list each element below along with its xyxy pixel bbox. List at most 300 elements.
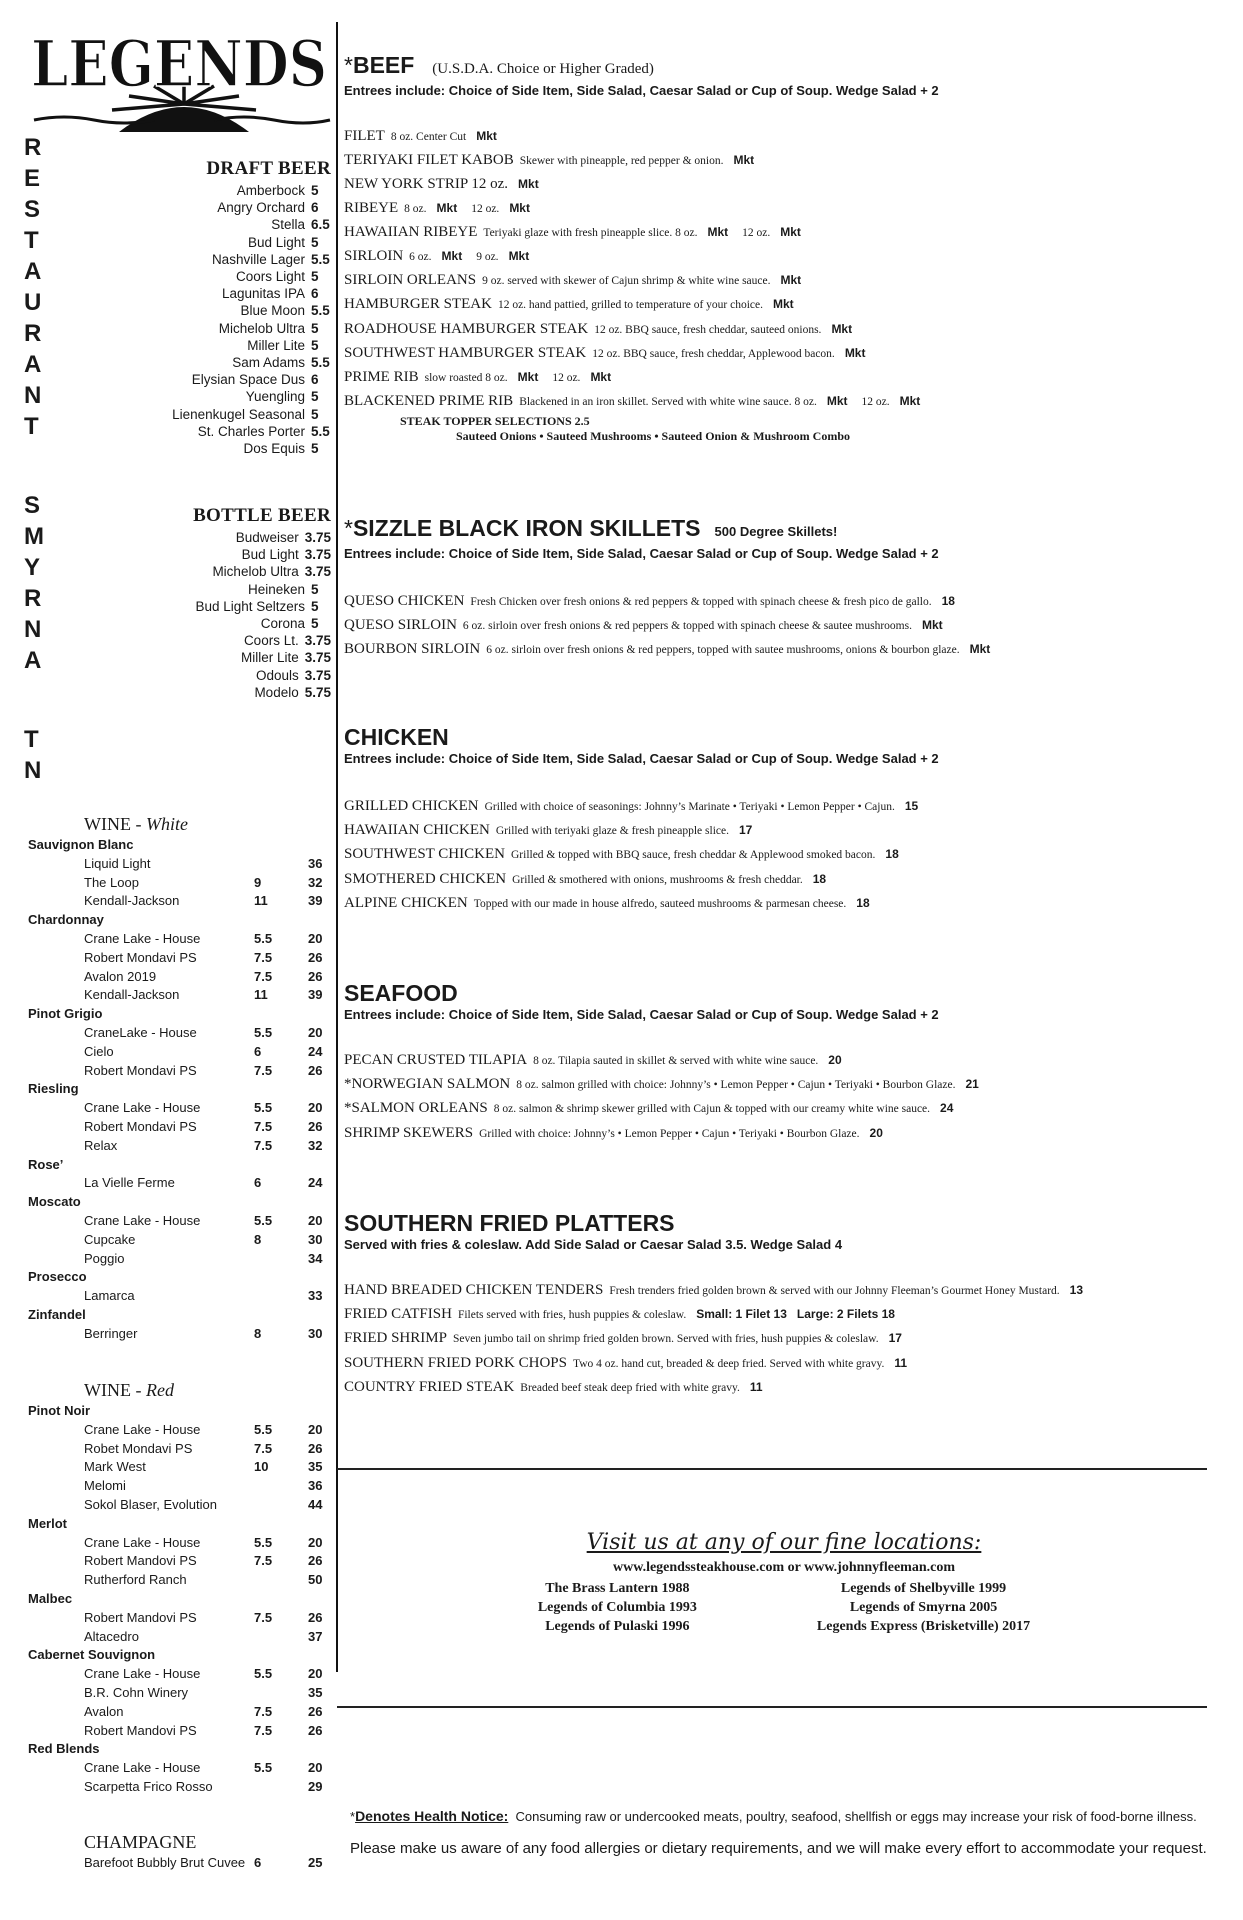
red-wine-heading: WINE - Red: [84, 1380, 174, 1400]
menu-item-name: GRILLED CHICKEN: [344, 798, 479, 814]
wine-name: Robert Mondavi PS: [84, 1062, 197, 1078]
location-item: The Brass Lantern 1988: [545, 1581, 690, 1596]
wine-item: [28, 1212, 328, 1231]
menu-item-desc: Breaded beef steak deep fried with white gravy.: [520, 1381, 740, 1394]
menu-item-price: Mkt: [441, 249, 463, 264]
menu-item-desc: 12 oz. BBQ sauce, fresh cheddar, Applewood bacon.: [592, 347, 835, 360]
seafood-section: [344, 980, 1224, 1146]
menu-item-price: 20: [869, 1125, 883, 1140]
menu-item-desc: 8 oz.: [404, 202, 427, 215]
wine-item: [28, 1440, 328, 1459]
menu-item: [344, 868, 1224, 892]
wine-name: La Vielle Ferme: [84, 1175, 175, 1191]
white-wine-list: [28, 812, 328, 1344]
bottle-price: 20: [308, 1421, 323, 1437]
bottle-price: 26: [308, 1722, 323, 1738]
glass-price: 8: [254, 1325, 262, 1341]
logo-wordmark: LEGENDS: [31, 27, 327, 102]
beer-price: 5: [311, 183, 319, 198]
glass-price: 7.5: [254, 1118, 273, 1134]
section-includes: Entrees include: Choice of Side Item, Side Salad, Caesar Salad or Cup of Soup. Wedge Salad + 2: [344, 1007, 939, 1022]
beer-price: 3.75: [304, 547, 331, 563]
menu-item-name: NEW YORK STRIP 12 oz.: [344, 176, 509, 193]
menu-item: [344, 197, 1224, 221]
wine-category: Sauvignon Blanc: [28, 837, 134, 852]
chicken-section: [344, 724, 1224, 916]
wine-name: Robert Mandovi PS: [84, 1553, 197, 1569]
wine-category: Pinot Grigio: [28, 1006, 103, 1022]
glass-price: 11: [254, 893, 268, 909]
wine-category: Rose’: [28, 1156, 64, 1172]
beer-name: Elysian Space Dus: [191, 372, 305, 388]
wine-name: Altacedro: [84, 1628, 139, 1644]
menu-item-price: 18: [941, 594, 955, 608]
beer-price: 5.5: [311, 303, 330, 319]
beer-price: 5: [311, 337, 319, 353]
menu-item: [344, 590, 1224, 614]
beer-price: 6: [311, 372, 319, 388]
wine-item: [28, 930, 328, 949]
bottle-price: 26: [308, 1553, 323, 1569]
beer-price: 5: [311, 616, 319, 632]
beer-name: Lienenkugel Seasonal: [172, 406, 305, 422]
bottle-price: 34: [308, 1250, 323, 1266]
wine-item: [28, 1703, 328, 1722]
beer-price: 5.5: [311, 355, 330, 371]
glass-price: 7.5: [254, 1137, 273, 1153]
beer-name: Amberbock: [236, 183, 305, 198]
menu-item-price: Mkt: [899, 394, 921, 409]
wine-category: Pinot Noir: [28, 1403, 91, 1418]
bottle-price: 36: [308, 1478, 323, 1494]
beer-price: 3.75: [304, 650, 331, 666]
bottle-price: 39: [308, 987, 323, 1003]
beer-item: [172, 388, 331, 405]
menu-item: [344, 843, 1224, 867]
menu-item: [344, 892, 1224, 916]
section-title: SOUTHERN FRIED PLATTERS: [344, 1210, 675, 1236]
menu-item: [344, 390, 1224, 414]
draft-beer-list: [172, 158, 331, 457]
wine-name: Robert Mondavi PS: [84, 949, 197, 965]
menu-item-desc: Skewer with pineapple, red pepper & onion.: [519, 155, 724, 168]
menu-item-name: TERIYAKI FILET KABOB: [344, 152, 514, 169]
bottle-price: 20: [308, 1212, 323, 1228]
menu-item: [344, 173, 1224, 196]
wine-name: Cupcake: [84, 1231, 136, 1247]
glass-price: 9: [254, 874, 262, 890]
wine-item: [28, 1458, 328, 1477]
beer-price: 6: [311, 286, 319, 302]
menu-item-price: 17: [739, 823, 753, 838]
section-includes: Entrees include: Choice of Side Item, Side Salad, Caesar Salad or Cup of Soup. Wedge Salad + 2: [344, 751, 939, 766]
wine-category: Red Blends: [28, 1741, 100, 1757]
champagne-list: [28, 1830, 328, 1873]
menu-item-name: HAWAIIAN RIBEYE: [344, 223, 478, 240]
glass-price: 7.5: [254, 1062, 273, 1078]
white-wine-heading: WINE - White: [84, 814, 188, 834]
menu-item-desc: Fresh Chicken over fresh onions & red peppers & topped with spinach cheese & fresh pico de gallo.: [470, 596, 932, 608]
vertical-divider: [336, 22, 338, 1672]
menu-item-desc: Grilled with teriyaki glaze & fresh pineapple slice.: [495, 825, 729, 838]
health-notice-label: Denotes Health Notice:: [355, 1808, 509, 1824]
menu-item-desc: slow roasted 8 oz.: [424, 372, 508, 385]
bottle-price: 50: [308, 1572, 323, 1588]
beer-item: [172, 251, 331, 268]
menu-item-desc: Grilled with choice: Johnny’s • Lemon Pepper • Cajun • Teriyaki • Bourbon Glaze.: [479, 1127, 860, 1140]
glass-price: 5.5: [254, 930, 273, 946]
beer-item: [193, 615, 331, 632]
red-wine-list: [28, 1378, 328, 1797]
section-includes: Entrees include: Choice of Side Item, Side Salad, Caesar Salad or Cup of Soup. Wedge Salad + 2: [344, 83, 939, 98]
glass-price: 5.5: [254, 1212, 273, 1228]
bottle-price: 26: [308, 1062, 323, 1078]
health-notice: *Denotes Health Notice: Consuming raw or undercooked meats, poultry, seafood, shellfish or eggs may increase your risk of food-borne illness.: [350, 1808, 1197, 1824]
menu-item: [344, 318, 1224, 342]
vertical-location-text: R E S T A U R A N T S M Y R N A T N: [24, 134, 44, 784]
wine-name: Mark West: [84, 1459, 146, 1475]
menu-item-name: SHRIMP SKEWERS: [344, 1124, 474, 1141]
menu-item-price: Mkt: [826, 394, 848, 409]
steak-topper-title: STEAK TOPPER SELECTIONS 2.5: [400, 414, 590, 429]
wine-item: [28, 1231, 328, 1250]
wine-item: [28, 1684, 328, 1703]
menu-item-name: SOUTHERN FRIED PORK CHOPS: [344, 1354, 567, 1371]
glass-price: 5.5: [254, 1100, 273, 1116]
menu-item-price: Mkt: [509, 200, 530, 215]
bottle-price: 33: [308, 1288, 323, 1304]
menu-item: [344, 125, 1224, 149]
beer-price: 3.75: [304, 530, 331, 545]
beer-item: [172, 320, 331, 337]
menu-item-desc: 12 oz.: [861, 396, 890, 409]
bottle-price: 20: [308, 1100, 323, 1116]
bottle-beer-heading: BOTTLE BEER: [193, 505, 331, 526]
wine-item: [28, 1099, 328, 1118]
section-includes: Entrees include: Choice of Side Item, Side Salad, Caesar Salad or Cup of Soup. Wedge Salad + 2: [344, 546, 939, 561]
menu-item-price: Mkt: [831, 321, 853, 336]
beer-name: St. Charles Porter: [197, 423, 305, 439]
menu-item-desc: 12 oz.: [742, 226, 771, 239]
wine-item: [28, 1325, 328, 1344]
menu-item-desc: Fresh trenders fried golden brown & served with our Johnny Fleeman’s Gourmet Honey Mustard.: [609, 1285, 1060, 1297]
beer-name: Sam Adams: [232, 355, 305, 371]
menu-item-name: *SALMON ORLEANS: [344, 1100, 488, 1117]
wine-category: Riesling: [28, 1081, 79, 1097]
menu-item-desc: Filets served with fries, hush puppies & coleslaw.: [457, 1309, 687, 1322]
glass-price: 5.5: [254, 1534, 273, 1550]
beer-price: 5: [311, 406, 319, 422]
menu-item-name: HAWAIIAN CHICKEN: [344, 822, 490, 839]
menu-item-price: 13: [1069, 1283, 1084, 1297]
bottle-price: 35: [308, 1459, 323, 1475]
wine-name: Berringer: [84, 1325, 138, 1341]
menu-item-desc: 9 oz.: [476, 251, 499, 264]
bottle-price: 26: [308, 1703, 323, 1719]
menu-item-desc: 6 oz. sirloin over fresh onions & red peppers, topped with sautee mushrooms, onions & bourbon glaze.: [486, 644, 960, 657]
wine-category: Zinfandel: [28, 1306, 86, 1322]
wine-category: Malbec: [28, 1590, 73, 1606]
draft-beer-heading: DRAFT BEER: [206, 158, 331, 179]
beer-price: 5: [311, 581, 319, 597]
glass-price: 7.5: [254, 1722, 273, 1738]
skillets-section: [344, 515, 1224, 663]
menu-item: [344, 1049, 1224, 1073]
section-includes: Served with fries & coleslaw. Add Side Salad or Caesar Salad 3.5. Wedge Salad 4: [344, 1237, 843, 1252]
beer-item: [172, 285, 331, 302]
beer-price: 3.75: [304, 633, 331, 649]
menu-item: [344, 1279, 1224, 1303]
wine-name: Poggio: [84, 1250, 125, 1266]
beer-price: 3.75: [304, 564, 331, 580]
wine-item: [28, 1496, 328, 1515]
menu-item-desc: Grilled & smothered with onions, mushrooms & fresh cheddar.: [512, 873, 803, 886]
menu-item-name: SOUTHWEST HAMBURGER STEAK: [344, 344, 587, 361]
beer-name: Modelo: [254, 684, 299, 700]
beer-item: [172, 302, 331, 319]
glass-price: 7.5: [254, 968, 273, 984]
glass-price: 5.5: [254, 1760, 273, 1776]
menu-item-price: 18: [856, 895, 870, 910]
beer-name: Blue Moon: [240, 303, 305, 319]
menu-item-price: Mkt: [844, 345, 866, 360]
wine-item: [28, 1062, 328, 1081]
menu-item-price: Mkt: [517, 370, 539, 385]
steak-topper-items: Sauteed Onions • Sauteed Mushrooms • Sauteed Onion & Mushroom Combo: [456, 429, 851, 444]
wine-name: The Loop: [84, 874, 139, 890]
menu-item-desc: 12 oz.: [552, 372, 581, 385]
location-item: Legends of Pulaski 1996: [545, 1619, 690, 1634]
wine-item: [28, 1137, 328, 1156]
glass-price: 7.5: [254, 1703, 273, 1719]
bottle-beer-list: [193, 505, 331, 701]
wine-name: B.R. Cohn Winery: [84, 1684, 189, 1700]
menu-item: [344, 1073, 1224, 1097]
bottle-price: 32: [308, 1137, 323, 1153]
wine-item: [28, 968, 328, 987]
beer-item: [172, 406, 331, 423]
bottle-price: 26: [308, 1440, 323, 1456]
wine-name: Kendall-Jackson: [84, 987, 180, 1003]
menu-item-price: 24: [940, 1101, 954, 1116]
beer-item: [172, 182, 331, 199]
menu-item-name: BLACKENED PRIME RIB: [344, 393, 514, 410]
glass-price: 11: [254, 987, 268, 1003]
bottle-price: 30: [308, 1231, 323, 1247]
wine-name: Liquid Light: [84, 855, 151, 871]
wine-name: Robert Mondavi PS: [84, 1118, 197, 1134]
menu-item-name: PRIME RIB: [344, 369, 419, 386]
menu-item-price: Mkt: [969, 642, 991, 657]
beer-item: [172, 234, 331, 251]
wine-category: Chardonnay: [28, 912, 104, 928]
health-notice-text: Consuming raw or undercooked meats, poultry, seafood, shellfish or eggs may increase your risk of food-borne illness.: [515, 1809, 1197, 1824]
wine-item: [28, 855, 328, 874]
bottle-price: 36: [308, 855, 323, 871]
menu-item-desc: Blackened in an iron skillet. Served with white wine sauce. 8 oz.: [519, 396, 817, 409]
bottle-price: 29: [308, 1778, 323, 1794]
beer-price: 6: [311, 200, 319, 216]
menu-item: [344, 1097, 1224, 1121]
menu-item-name: SMOTHERED CHICKEN: [344, 870, 507, 887]
menu-item: [344, 614, 1224, 638]
menu-item: [344, 269, 1224, 293]
menu-item-name: RIBEYE: [344, 199, 399, 216]
glass-price: 7.5: [254, 1609, 273, 1625]
bottle-price: 20: [308, 1534, 323, 1550]
locations-heading: Visit us at any of our fine locations:: [586, 1530, 982, 1555]
beer-name: Lagunitas IPA: [221, 286, 305, 302]
menu-item-price: Small: 1 Filet 13: [696, 1307, 787, 1322]
beer-name: Miller Lite: [247, 337, 305, 353]
list-item: Barefoot Bubbly Brut Cuvee 6 25: [84, 1855, 323, 1870]
menu-item-name: QUESO CHICKEN: [344, 593, 465, 609]
beer-name: Bud Light: [247, 234, 305, 250]
menu-item-desc: Topped with our made in house alfredo, sauteed mushrooms & parmesan cheese.: [473, 897, 847, 910]
menu-item-price: Mkt: [518, 177, 539, 192]
wine-item: [28, 1609, 328, 1628]
menu-item: [344, 819, 1224, 843]
beer-item: [172, 371, 331, 388]
menu-item: [344, 638, 1224, 662]
menu-item-price: 17: [888, 1331, 902, 1346]
menu-item-price: Mkt: [772, 297, 794, 312]
menu-item: [344, 245, 1224, 269]
section-title: SEAFOOD: [344, 980, 458, 1006]
menu-item-price: Large: 2 Filets 18: [796, 1307, 895, 1322]
menu-item-price: 20: [828, 1053, 842, 1067]
menu-item-price: 15: [904, 799, 919, 813]
legends-logo: [24, 24, 334, 134]
horizontal-divider: [337, 1468, 1207, 1470]
bottle-price: 30: [308, 1325, 323, 1341]
wine-name: Crane Lake - House: [84, 1212, 201, 1228]
menu-item-name: ROADHOUSE HAMBURGER STEAK: [344, 320, 589, 337]
beer-item: [172, 440, 331, 457]
beer-item: [193, 632, 331, 649]
bottle-price: 26: [308, 1118, 323, 1134]
menu-item-name: *NORWEGIAN SALMON: [344, 1076, 511, 1093]
bottle-price: 26: [308, 1609, 323, 1625]
bottle-price: 24: [308, 1175, 323, 1191]
menu-item-price: Mkt: [921, 618, 943, 633]
menu-item-desc: 12 oz. hand pattied, grilled to temperature of your choice.: [497, 299, 763, 312]
beer-name: Michelob Ultra: [218, 320, 305, 336]
section-title: CHICKEN: [344, 724, 449, 750]
wine-item: [28, 892, 328, 911]
beer-name: Dos Equis: [243, 441, 305, 457]
location-item: Legends of Columbia 1993: [537, 1600, 697, 1615]
wine-category: Merlot: [28, 1515, 67, 1531]
menu-item: [344, 1327, 1224, 1351]
beer-name: Stella: [271, 217, 305, 233]
menu-item-price: Mkt: [436, 200, 458, 215]
bottle-price: 26: [308, 949, 323, 965]
beer-name: Miller Lite: [240, 650, 299, 666]
beer-name: Bud Light: [241, 547, 299, 563]
beer-price: 5: [311, 320, 319, 336]
menu-item: [344, 342, 1224, 366]
menu-item-name: SIRLOIN: [344, 248, 404, 265]
wine-name: Melomi: [84, 1478, 126, 1494]
champagne-heading: CHAMPAGNE: [84, 1832, 197, 1852]
wine-item: [28, 1421, 328, 1440]
menu-item-name: SOUTHWEST CHICKEN: [344, 846, 505, 863]
wine-item: [28, 1778, 328, 1797]
glass-price: 6: [254, 1175, 262, 1191]
bottle-price: 39: [308, 893, 323, 909]
menu-item: [344, 1303, 1224, 1327]
bottle-price: 35: [308, 1684, 323, 1700]
menu-item-desc: 12 oz.: [471, 202, 500, 215]
beer-item: [172, 423, 331, 440]
menu-item-desc: 6 oz. sirloin over fresh onions & red peppers & topped with spinach cheese & sautee mushrooms.: [462, 620, 912, 633]
beer-item: [193, 667, 331, 684]
glass-price: 7.5: [254, 949, 273, 965]
menu-item-desc: 8 oz. Tilapia sauted in skillet & served with white wine sauce.: [533, 1055, 819, 1067]
beer-name: Budweiser: [235, 530, 299, 545]
section-title: *SIZZLE BLACK IRON SKILLETS 500 Degree Skillets!: [344, 515, 838, 541]
bottle-price: 20: [308, 930, 323, 946]
wine-name: Robert Mandovi PS: [84, 1609, 197, 1625]
menu-item-name: QUESO SIRLOIN: [344, 617, 457, 634]
wine-item: [28, 874, 328, 893]
wine-item: [28, 1571, 328, 1590]
wine-name: Relax: [84, 1137, 118, 1153]
wine-name: Scarpetta Frico Rosso: [84, 1778, 213, 1794]
menu-item-price: Mkt: [780, 224, 801, 239]
website-links[interactable]: www.legendssteakhouse.com or www.johnnyfleeman.com: [613, 1560, 955, 1575]
wine-item: [28, 1552, 328, 1571]
menu-item: [344, 1352, 1224, 1376]
beer-price: 6.5: [311, 217, 330, 233]
glass-price: 10: [254, 1459, 269, 1475]
beer-name: Corona: [260, 616, 305, 632]
menu-item: [344, 1376, 1224, 1400]
wine-item: [28, 1118, 328, 1137]
wine-name: CraneLake - House: [84, 1024, 197, 1040]
beer-name: Nashville Lager: [211, 251, 305, 267]
menu-item-price: 11: [894, 1355, 908, 1370]
glass-price: 7.5: [254, 1553, 273, 1569]
location-item: Legends of Shelbyville 1999: [840, 1581, 1007, 1596]
wine-item: [28, 1250, 328, 1269]
menu-item-desc: Grilled & topped with BBQ sauce, fresh cheddar & Applewood smoked bacon.: [510, 849, 876, 862]
menu-item-price: 18: [885, 847, 899, 862]
menu-item: [344, 293, 1224, 317]
location-item: Legends Express (Brisketville) 2017: [816, 1619, 1031, 1634]
glass-price: 7.5: [254, 1440, 273, 1456]
beer-price: 5.75: [304, 684, 331, 700]
locations-right: [817, 1579, 1030, 1636]
wine-item: [28, 1024, 328, 1043]
menu-item-price: Mkt: [707, 224, 729, 239]
menu-item: [344, 221, 1224, 245]
wine-name: Rutherford Ranch: [84, 1572, 187, 1588]
menu-item-price: Mkt: [733, 153, 755, 168]
menu-item-desc: Teriyaki glaze with fresh pineapple slice. 8 oz.: [483, 226, 698, 239]
horizontal-divider: [337, 1706, 1207, 1708]
wine-name: Cielo: [84, 1043, 114, 1059]
wine-item: [28, 1722, 328, 1741]
beer-price: 5.5: [311, 423, 330, 439]
beer-name: Coors Lt.: [243, 633, 299, 649]
beef-section: [344, 52, 1224, 444]
beer-price: 3.75: [304, 667, 331, 683]
menu-item-price: Mkt: [590, 370, 612, 385]
wine-name: Crane Lake - House: [84, 930, 201, 946]
wine-item: [28, 986, 328, 1005]
